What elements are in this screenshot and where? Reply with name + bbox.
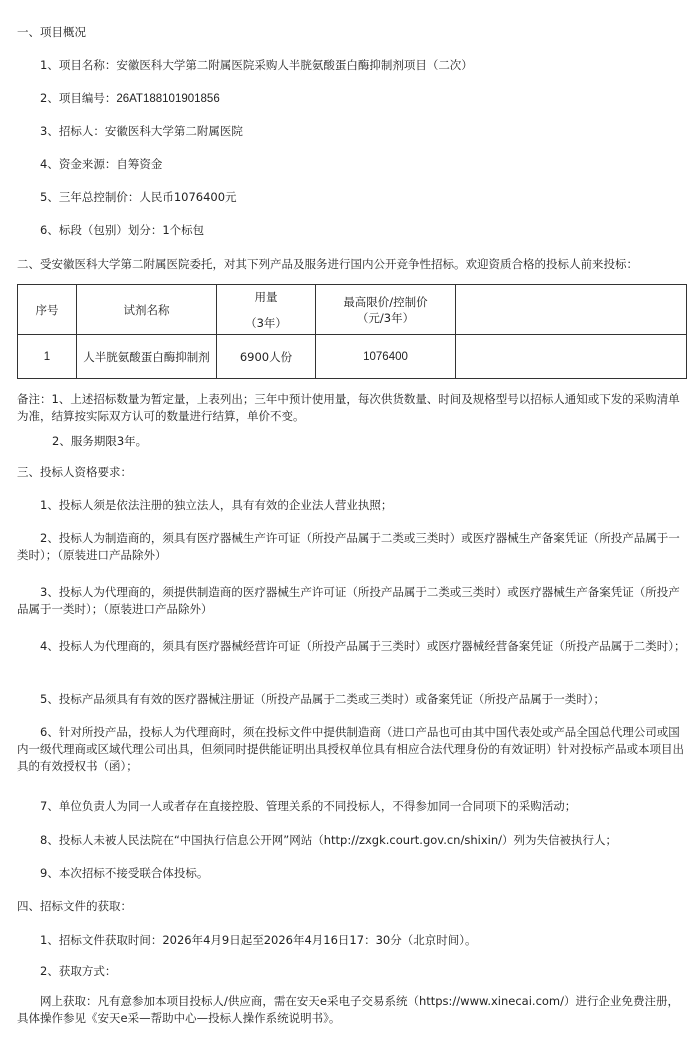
doc-obtain-time: 1、招标文件获取时间：2026年4月9日起至2026年4月16日17：30分（北京时间）。	[40, 933, 477, 947]
qualification-item: 5、投标产品须具有有效的医疗器械注册证（所投产品属于二类或三类时）或备案凭证（所投产品属于一类时）；	[40, 692, 606, 706]
cell-seq: 1	[18, 335, 77, 379]
header-price	[316, 285, 456, 335]
header-usage-label: 用量	[254, 289, 278, 304]
table-row	[18, 335, 687, 379]
product-table	[17, 284, 687, 379]
cell-reagent: 人半胱氨酸蛋白酶抑制剂	[77, 335, 217, 379]
service-period: 2、服务期限3年。	[52, 434, 148, 448]
table-header-row	[18, 285, 687, 335]
project-code-label: 2、项目编号：	[40, 91, 117, 105]
qualification-item: 7、单位负责人为同一人或者存在直接控股、管理关系的不同投标人，不得参加同一合同项下的采购活动；	[40, 799, 577, 813]
cell-usage: 6900人份	[217, 335, 316, 379]
tenderer: 3、招标人：安徽医科大学第二附属医院	[40, 124, 243, 138]
header-price-unit: （元/3年）	[356, 310, 415, 325]
header-reagent: 试剂名称	[77, 285, 217, 335]
header-price-label: 最高限价/控制价	[343, 294, 428, 309]
qualification-item: 9、本次招标不接受联合体投标。	[40, 866, 209, 880]
qualification-item: 3、投标人为代理商的，须提供制造商的医疗器械生产许可证（所投产品属于二类或三类时）或医疗器械生产备案凭证（所投产品属于一类时）；（原装进口产品除外）	[17, 585, 680, 616]
qualification-item: 6、针对所投产品，投标人为代理商时，须在投标文件中提供制造商（进口产品也可由其中国代表处或产品全国总代理公司或国内一级代理商或区域代理公司出具，但须同时提供能证明出具授权单位具有相应合法代理身份的有效证明）针对投标产品或本项目出具的有效授权书（函）；	[17, 725, 684, 773]
header-usage	[217, 285, 316, 335]
lot-division: 6、标段（包别）划分：1个标包	[40, 223, 205, 237]
project-code-line	[40, 90, 220, 107]
qualification-item: 2、投标人为制造商的，须具有医疗器械生产许可证（所投产品属于二类或三类时）或医疗器械生产备案凭证（所投产品属于一类时）；（原装进口产品除外）	[17, 531, 680, 562]
cell-empty	[456, 335, 687, 379]
header-empty	[456, 285, 687, 335]
project-name: 1、项目名称：安徽医科大学第二附属医院采购人半胱氨酸蛋白酶抑制剂项目（二次）	[40, 58, 473, 72]
obtain-method-title: 2、获取方式：	[40, 964, 117, 978]
header-seq: 序号	[18, 285, 77, 335]
table-note: 备注：1、上述招标数量为暂定量，上表列出；三年中预计使用量，每次供货数量、时间及规格型号以招标人通知或下发的采购清单为准，结算按实际双方认可的数量进行结算，单价不变。	[17, 392, 680, 423]
header-usage-unit: （3年）	[245, 315, 287, 330]
qualification-item: 8、投标人未被人民法院在“中国执行信息公开网”网站（http://zxgk.court.gov.cn/shixin/）列为失信被执行人；	[40, 833, 617, 847]
cell-price: 1076400	[316, 335, 456, 379]
section-4-heading: 四、招标文件的获取：	[17, 899, 132, 913]
section-2-heading: 二、受安徽医科大学第二附属医院委托，对其下列产品及服务进行国内公开竞争性招标。欢迎资质合格的投标人前来投标：	[17, 257, 638, 271]
section-1-heading: 一、项目概况	[17, 25, 86, 39]
qualification-item: 1、投标人须是依法注册的独立法人，具有有效的企业法人营业执照；	[40, 498, 393, 512]
online-obtain: 网上获取：凡有意参加本项目投标人/供应商，需在安天e采电子交易系统（https://www.xinecai.com/）进行企业免费注册，具体操作参见《安天e采—帮助中心—投标人操作系统说明书》。	[17, 994, 680, 1025]
section-3-heading: 三、投标人资格要求：	[17, 465, 132, 479]
control-price: 5、三年总控制价：人民币1076400元	[40, 190, 237, 204]
project-code: 26AT188101901856	[116, 93, 220, 105]
fund-source: 4、资金来源：自筹资金	[40, 157, 163, 171]
qualification-item: 4、投标人为代理商的，须具有医疗器械经营许可证（所投产品属于三类时）或医疗器械经营备案凭证（所投产品属于二类时）；	[40, 639, 686, 653]
